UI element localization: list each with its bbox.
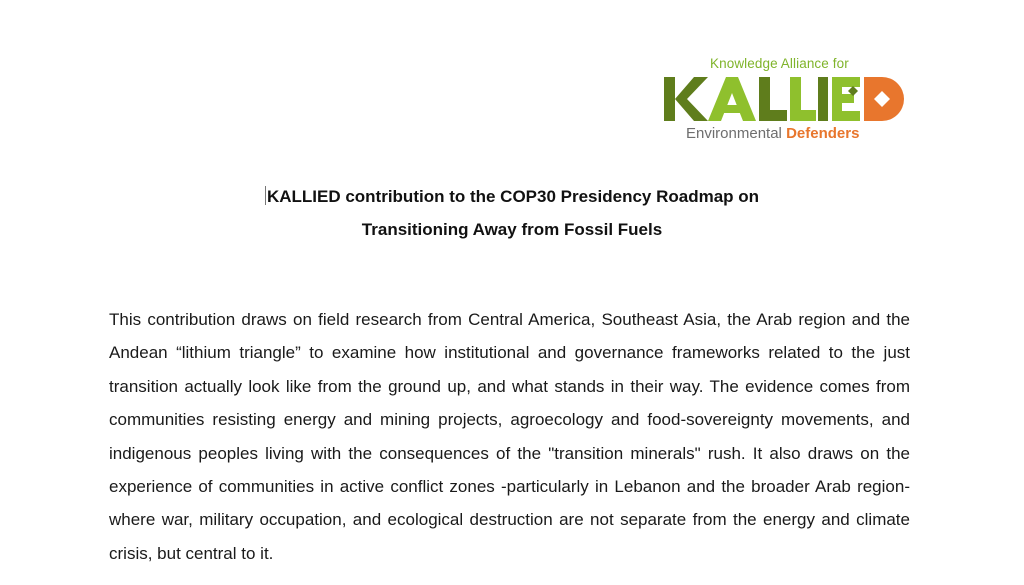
- logo-tagline-bottom: [686, 125, 859, 142]
- kallied-wordmark-logo-icon: [664, 74, 908, 124]
- body-paragraph: This contribution draws on field research from Central America, Southeast Asia, the Arab region and the Andean “lithium triangle” to examine how institutional and governance frameworks related to the just transition actually look like from the ground up, and what stands in their way. The evidence comes from communities resisting energy and mining projects, agroecology and food-sovereignty movements, and indigenous peoples living with the consequences of the "transition minerals" rush. It also draws on the experience of communities in active conflict zones -particularly in Lebanon and the broader Arab region- where war, military occupation, and ecological destruction are not separate from the energy and climate crisis, but central to it.: [109, 310, 910, 563]
- kallied-logo: [664, 56, 908, 146]
- document-title: [0, 180, 1024, 246]
- text-cursor: [265, 186, 266, 205]
- title-line-1: [0, 180, 1024, 213]
- logo-tagline-environmental: Environmental: [686, 125, 782, 142]
- title-line-1-text: KALLIED contribution to the COP30 Presidency Roadmap on: [266, 187, 760, 206]
- title-line-2: Transitioning Away from Fossil Fuels: [361, 220, 663, 239]
- logo-tagline-top: Knowledge Alliance for: [710, 56, 849, 71]
- logo-tagline-defenders: Defenders: [786, 125, 860, 142]
